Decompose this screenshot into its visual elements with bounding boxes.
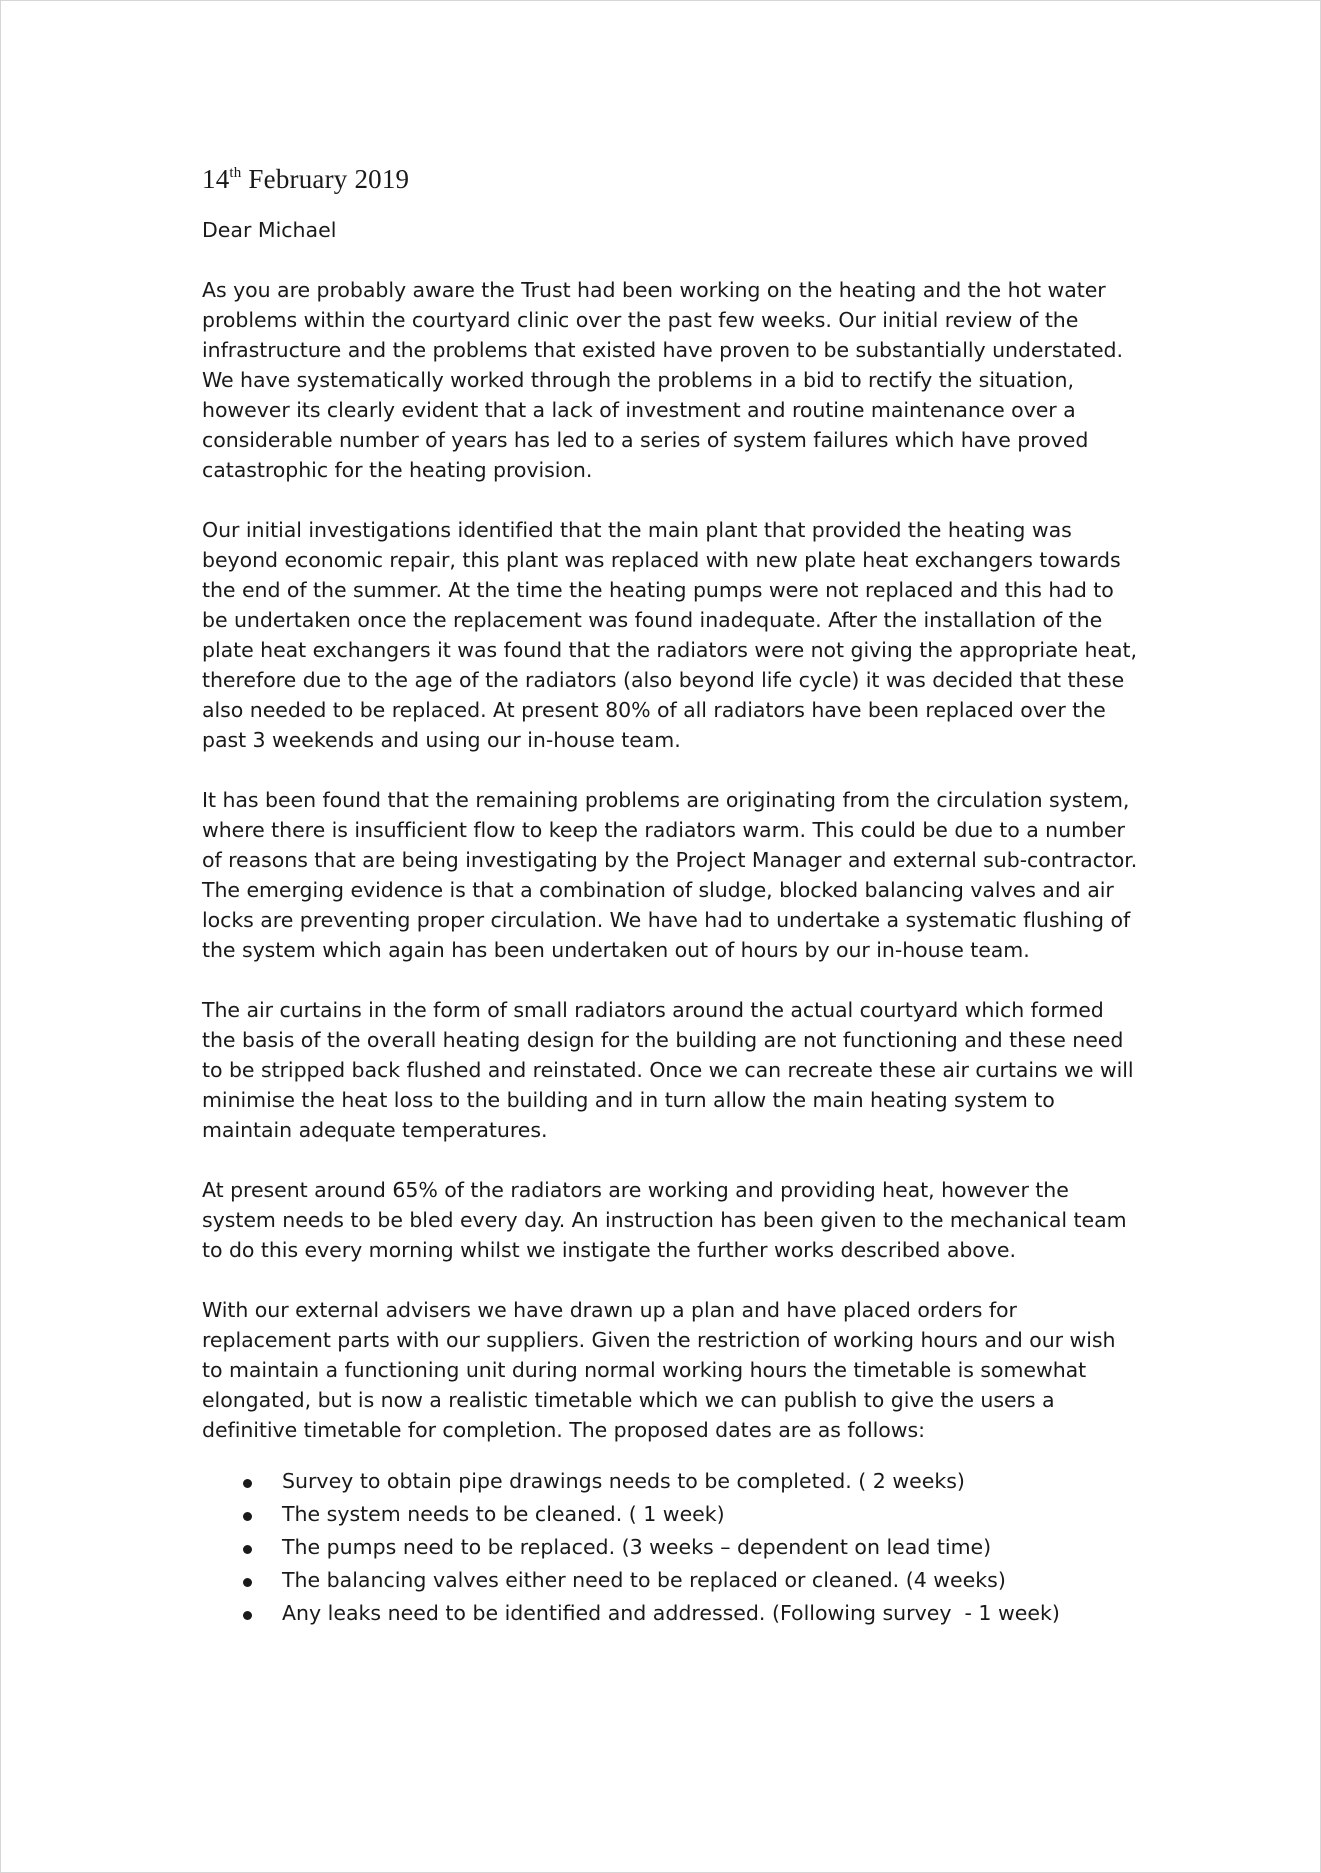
bullet-icon <box>243 1479 252 1488</box>
paragraph-3: It has been found that the remaining problems are originating from the circulation system, where there is insufficient flow to keep the radiators warm. This could be due to a number of reasons that are being investigating by the Project Manager and external sub-contractor. The emerging evidence is that a combination of sludge, blocked balancing valves and air locks are preventing proper circulation. We have had to undertake a systematic flushing of the system which again has been undertaken out of hours by our in-house team. <box>202 788 1138 962</box>
list-item-text: Any leaks need to be identified and addressed. (Following survey - 1 week) <box>282 1601 1060 1625</box>
paragraph-1: As you are probably aware the Trust had been working on the heating and the hot water problems within the courtyard clinic over the past few weeks. Our initial review of the infrastructure and the problems that existed have proven to be substantially understated. We have systematically worked through the problems in a bid to rectify the situation, however its clearly evident that a lack of investment and routine maintenance over a considerable number of years has led to a series of system failures which have proved catastrophic for the heating provision. <box>202 278 1123 482</box>
paragraph-4: The air curtains in the form of small radiators around the actual courtyard which formed the basis of the overall heating design for the building are not functioning and these need to be stripped back flushed and reinstated. Once we can recreate these air curtains we will minimise the heat loss to the building and in turn allow the main heating system to maintain adequate temperatures. <box>202 998 1134 1142</box>
paragraph-5: At present around 65% of the radiators are working and providing heat, however the system needs to be bled every day. An instruction has been given to the mechanical team to do this every morning whilst we instigate the further works described above. <box>202 1178 1127 1262</box>
letter-date <box>202 161 1142 197</box>
list-item-text: The system needs to be cleaned. ( 1 week) <box>282 1502 725 1526</box>
date-ordinal-suffix: th <box>229 165 242 181</box>
bullet-icon <box>243 1545 252 1554</box>
list-item <box>202 1531 1142 1564</box>
date-month-year: February 2019 <box>241 164 410 194</box>
list-item-text: The pumps need to be replaced. (3 weeks – dependent on lead time) <box>282 1535 992 1559</box>
date-day: 14 <box>202 164 230 194</box>
list-item <box>202 1597 1142 1630</box>
list-item-text: Survey to obtain pipe drawings needs to be completed. ( 2 weeks) <box>282 1469 965 1493</box>
list-item <box>202 1465 1142 1498</box>
letter-body <box>202 161 1142 1630</box>
list-item <box>202 1498 1142 1531</box>
list-item-text: The balancing valves either need to be replaced or cleaned. (4 weeks) <box>282 1568 1006 1592</box>
salutation: Dear Michael <box>202 218 337 242</box>
list-item <box>202 1564 1142 1597</box>
bullet-icon <box>243 1611 252 1620</box>
paragraph-6: With our external advisers we have drawn up a plan and have placed orders for replacement parts with our suppliers. Given the restriction of working hours and our wish to maintain a functioning unit during normal working hours the timetable is somewhat elongated, but is now a realistic timetable which we can publish to give the users a definitive timetable for completion. The proposed dates are as follows: <box>202 1298 1116 1442</box>
bullet-icon <box>243 1578 252 1587</box>
timetable-list <box>202 1465 1142 1630</box>
bullet-icon <box>243 1512 252 1521</box>
paragraph-2: Our initial investigations identified that the main plant that provided the heating was beyond economic repair, this plant was replaced with new plate heat exchangers towards the end of the summer. At the time the heating pumps were not replaced and this had to be undertaken once the replacement was found inadequate. After the installation of the plate heat exchangers it was found that the radiators were not giving the appropriate heat, therefore due to the age of the radiators (also beyond life cycle) it was decided that these also needed to be replaced. At present 80% of all radiators have been replaced over the past 3 weekends and using our in-house team. <box>202 518 1138 752</box>
